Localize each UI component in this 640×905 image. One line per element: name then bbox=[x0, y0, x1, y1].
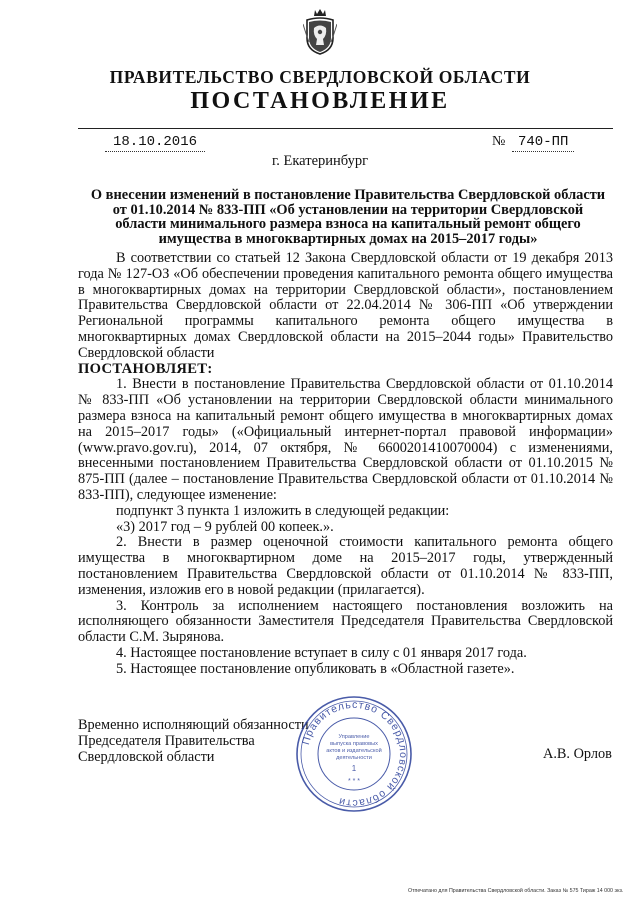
subject-line: от 01.10.2014 № 833-ПП «Об установлении на территории Свердловской bbox=[112, 201, 584, 218]
document-kind: ПОСТАНОВЛЕНИЕ bbox=[190, 88, 450, 114]
svg-text:1: 1 bbox=[351, 764, 357, 773]
svg-text:Управление: Управление bbox=[338, 734, 370, 740]
position-line: Свердловской области bbox=[78, 748, 215, 765]
coat-of-arms-icon bbox=[303, 8, 337, 56]
signatory-name: А.В. Орлов bbox=[543, 746, 612, 762]
document-date: 18.10.2016 bbox=[105, 134, 205, 152]
position-line: Председателя Правительства bbox=[78, 732, 255, 749]
paragraph-2: 2. Внести в размер оценочной стоимости капитального ремонта общего имущества в многоквартирном доме на 2015–2017 годы, утвержденный постановлением Правительства Свердловской области от 01.10.2014 № 833-ПП, изменения, изложив его в новой редакции (прилагается). bbox=[78, 534, 613, 598]
paragraph-1-quote: «3) 2017 год – 9 рублей 00 копеек.». bbox=[116, 518, 334, 535]
svg-text:актов и издательской: актов и издательской bbox=[326, 748, 382, 754]
svg-text:* * *: * * * bbox=[347, 778, 361, 785]
svg-text:Правительство Свердловской обл: Правительство Свердловской области bbox=[299, 698, 410, 810]
subject-line: имущества в многоквартирных домах на 2015–2017 годы» bbox=[158, 230, 538, 247]
official-seal-icon bbox=[294, 694, 414, 814]
subject-line: О внесении изменений в постановление Правительства Свердловской области bbox=[90, 187, 606, 203]
paragraph-4: 4. Настоящее постановление вступает в силу с 01 января 2017 года. bbox=[116, 644, 527, 661]
decree-word: ПОСТАНОВЛЯЕТ: bbox=[78, 360, 213, 377]
subject-line: области минимального размера взноса на капитальный ремонт общего bbox=[115, 216, 581, 233]
paragraph-5: 5. Настоящее постановление опубликовать в «Областной газете». bbox=[116, 660, 515, 677]
number-sign: № bbox=[492, 134, 506, 149]
document-number: 740-ПП bbox=[512, 134, 574, 152]
paragraph-1-sub: подпункт 3 пункта 1 изложить в следующей редакции: bbox=[116, 502, 450, 519]
document-body bbox=[78, 251, 613, 678]
position-line: Временно исполняющий обязанности bbox=[78, 717, 309, 733]
paragraph-3: 3. Контроль за исполнением настоящего постановления возложить на исполняющего обязанности Заместителя Председателя Правительства Свердловской области С.М. Зырянова. bbox=[78, 597, 613, 646]
city: г. Екатеринбург bbox=[271, 153, 369, 169]
paragraph-1: 1. Внести в постановление Правительства Свердловской области от 01.10.2014 № 833-ПП «Об установлении на территории Свердловской области минимального размера взноса на капитальный ремонт общего имущества в многоквартирных домах на 2015–2017 годы» («Официальный интернет-портал правовой информации» (www.pravo.gov.ru), 2014, 07 октября, № 6600201410070004) с изменениями, внесенными постановлением Правительства Свердловской области от 01.10.2015 № 875-ПП (далее – постановление Правительства Свердловской области от 01.10.2014 № 833-ПП), следующее изменение: bbox=[78, 376, 613, 503]
print-footer: Отпечатано для Правительства Свердловской области. Заказ № 575 Тираж 14 000 экз. bbox=[408, 888, 624, 894]
preamble: В соответствии со статьей 12 Закона Свердловской области от 19 декабря 2013 года № 127-ОЗ «Об обеспечении проведения капитального ремонта общего имущества в многоквартирных домах на территории Свердловской области», постановлением Правительства Свердловской области от 22.04.2014 № 306-ПП «Об утверждении Региональной программы капитального ремонта общего имущества в многоквартирных домах Свердловской области на 2015–2044 годы» Правительство Свердловской области bbox=[78, 250, 613, 361]
header-divider bbox=[78, 128, 613, 129]
signatory-position bbox=[78, 718, 309, 765]
document-subject bbox=[88, 188, 608, 246]
svg-text:деятельности: деятельности bbox=[336, 755, 372, 761]
svg-text:выпуска правовых: выпуска правовых bbox=[330, 741, 378, 747]
government-title: ПРАВИТЕЛЬСТВО СВЕРДЛОВСКОЙ ОБЛАСТИ bbox=[109, 67, 531, 87]
